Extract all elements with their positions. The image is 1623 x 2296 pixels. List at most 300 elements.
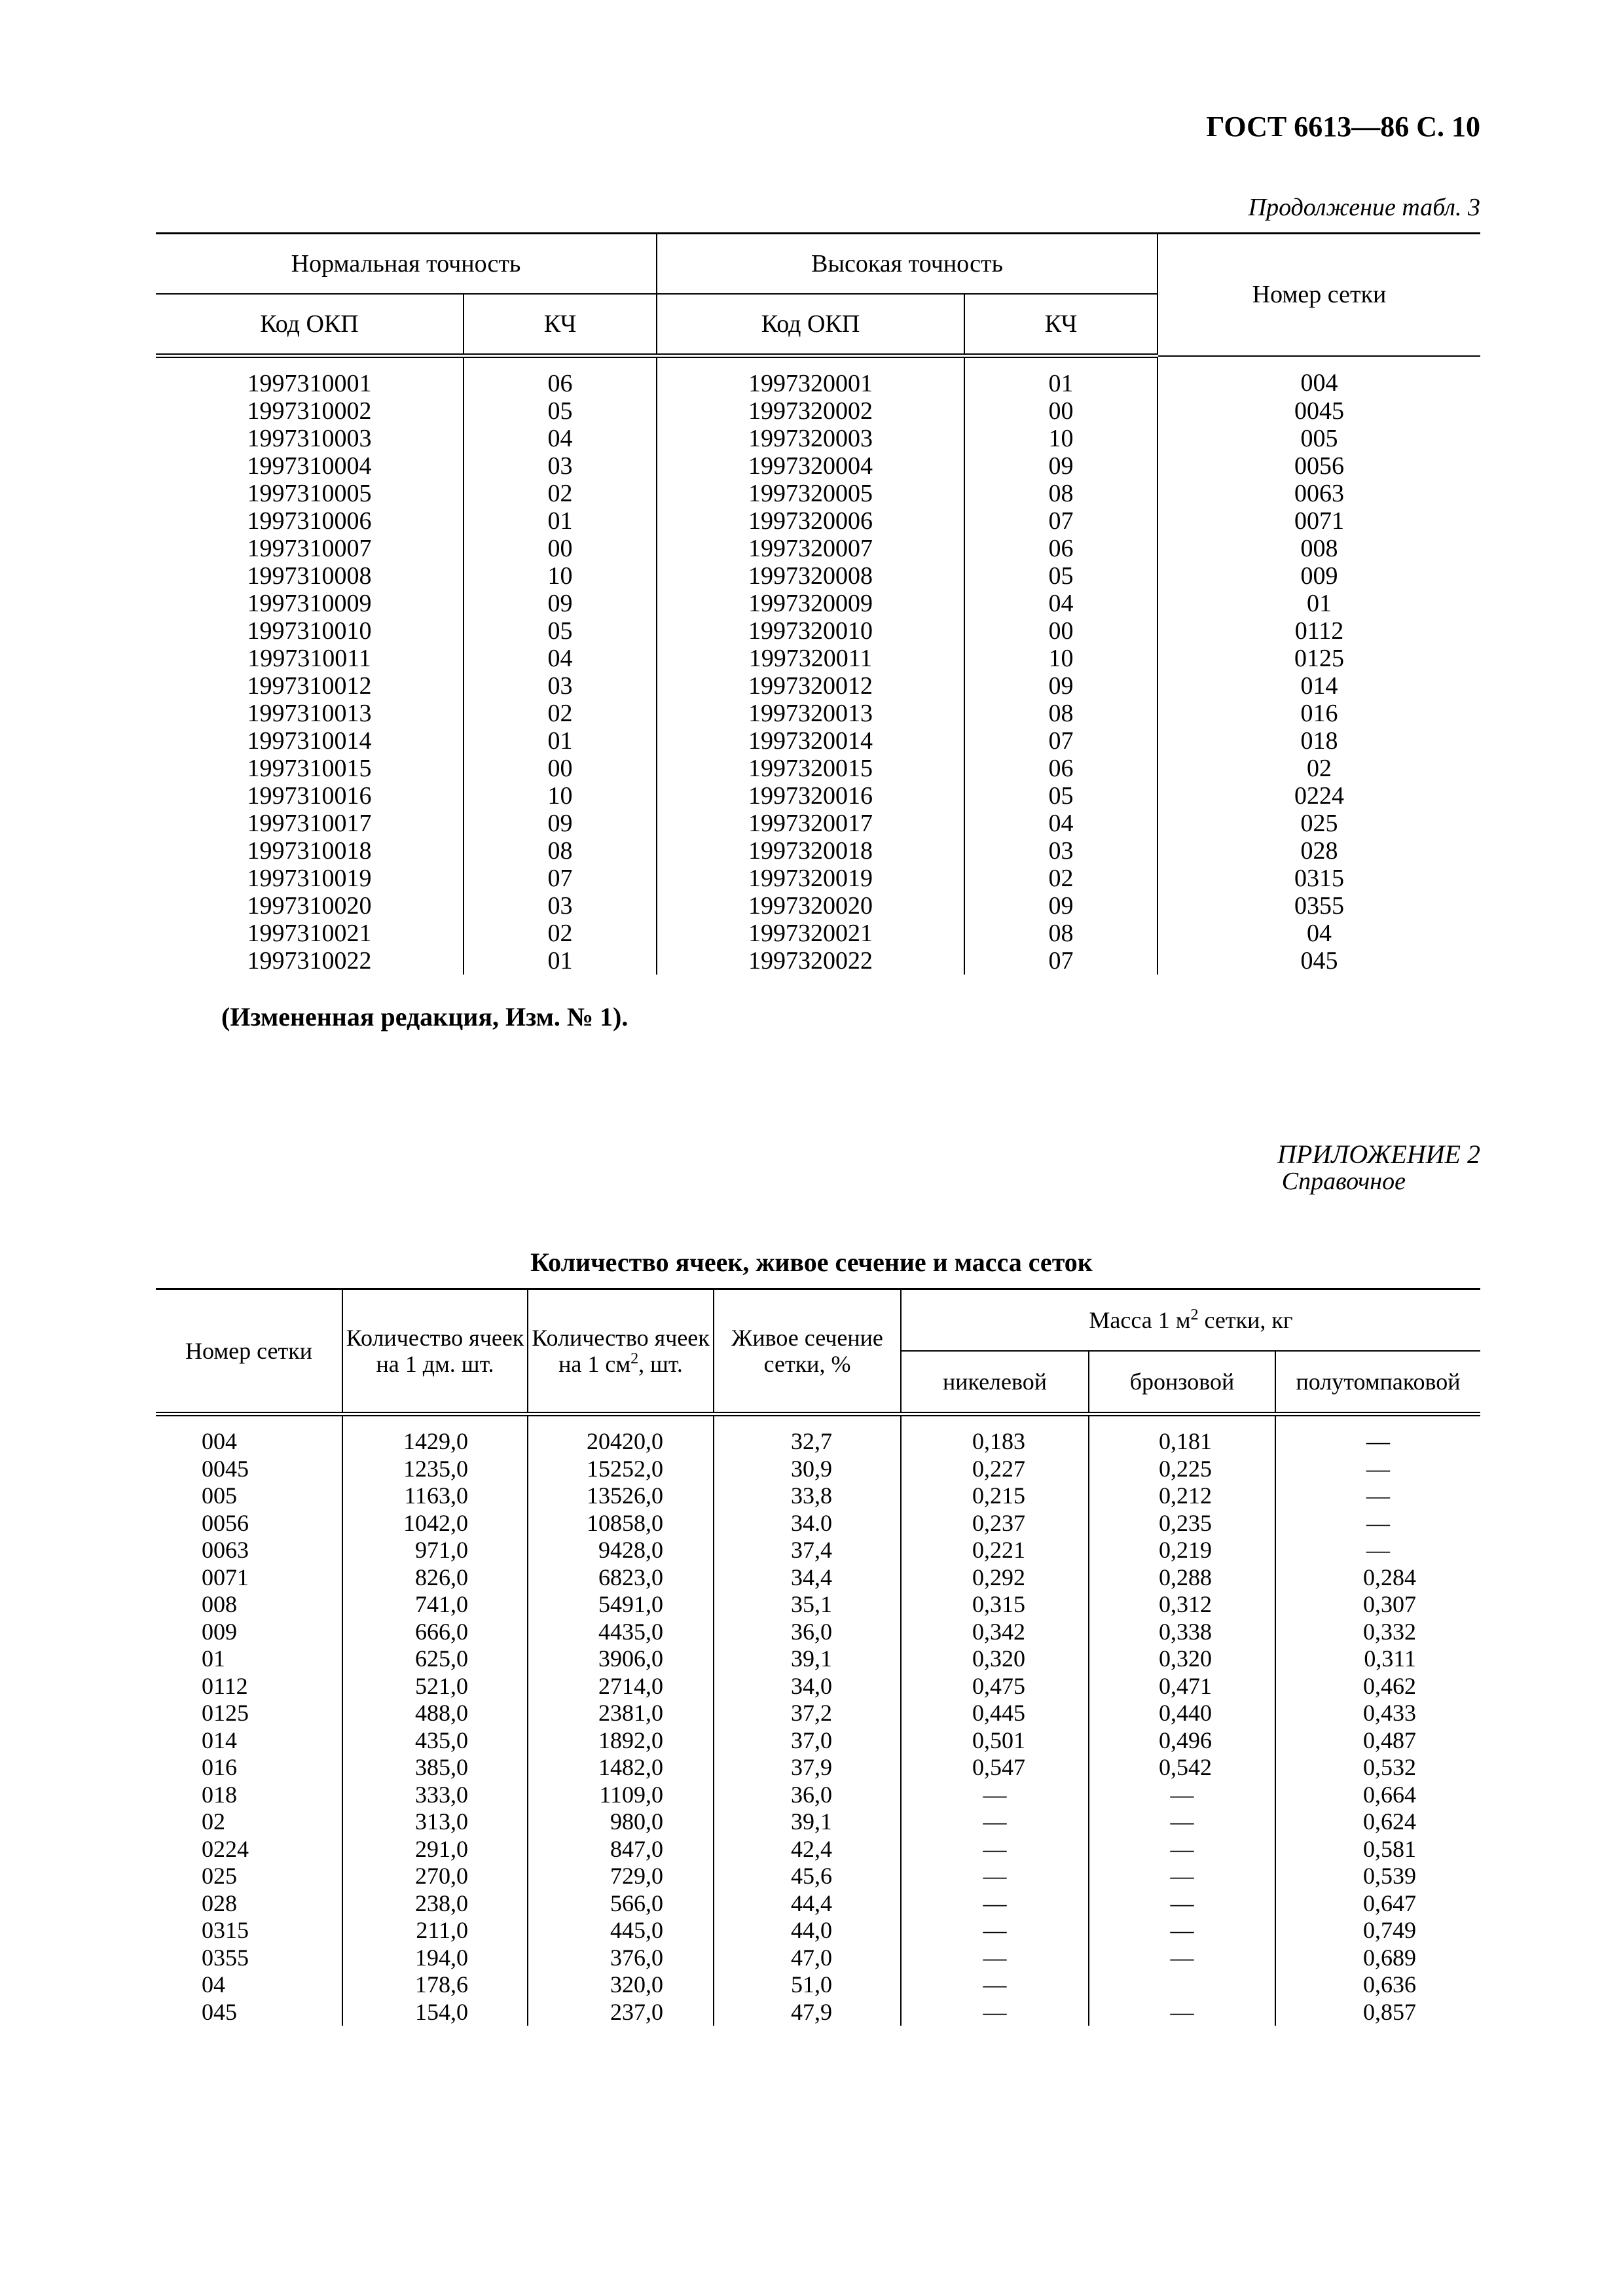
table-cell: 1997320004 bbox=[657, 452, 964, 480]
table-cell: 02 bbox=[964, 865, 1158, 892]
table-cell: 0315 bbox=[1158, 865, 1480, 892]
table-cell: 1997310019 bbox=[156, 865, 464, 892]
table-cell: 00 bbox=[964, 617, 1158, 645]
table-cell: 1997320020 bbox=[657, 892, 964, 920]
table-cell: 44,4 bbox=[714, 1890, 901, 1918]
table-cell: 666,0 bbox=[342, 1619, 528, 1646]
table-cell: 009 bbox=[1158, 562, 1480, 590]
table-cell: 980,0 bbox=[528, 1808, 714, 1836]
table-row bbox=[156, 782, 1480, 810]
table-cell: 0315 bbox=[156, 1917, 342, 1945]
table-cell: 008 bbox=[1158, 535, 1480, 562]
table-row bbox=[156, 1619, 1480, 1646]
table-cell: 0,501 bbox=[901, 1727, 1089, 1755]
table-cell: 045 bbox=[156, 1999, 342, 2026]
table-continuation-label: Продолжение табл. 3 bbox=[1248, 194, 1480, 221]
table-cell: 0,284 bbox=[1275, 1564, 1480, 1592]
table-cell: 0,237 bbox=[901, 1510, 1089, 1537]
header-okp-code-high: Код ОКП bbox=[657, 294, 964, 356]
table-cell: 0071 bbox=[1158, 507, 1480, 535]
cells-per-cm2-exponent: 2 bbox=[630, 1350, 639, 1367]
table-cell: 004 bbox=[156, 1414, 342, 1456]
table-cell: 005 bbox=[1158, 425, 1480, 452]
table-cell: 06 bbox=[964, 535, 1158, 562]
table-cell: 08 bbox=[964, 920, 1158, 947]
table-cell: 08 bbox=[464, 837, 657, 865]
table-cell: 270,0 bbox=[342, 1863, 528, 1890]
table-cell: 1997310010 bbox=[156, 617, 464, 645]
table-row bbox=[156, 755, 1480, 782]
table-row bbox=[156, 356, 1480, 398]
table-cell: 028 bbox=[156, 1890, 342, 1918]
table-cell: 028 bbox=[1158, 837, 1480, 865]
table-cell: — bbox=[901, 1863, 1089, 1890]
table-cell: 42,4 bbox=[714, 1836, 901, 1863]
table-row bbox=[156, 700, 1480, 727]
table-cell: 00 bbox=[964, 397, 1158, 425]
table-cell: 0112 bbox=[1158, 617, 1480, 645]
table-cell: 07 bbox=[964, 727, 1158, 755]
table-cell: — bbox=[1089, 1999, 1275, 2026]
table-cell: 51,0 bbox=[714, 1971, 901, 1999]
table-cell: 238,0 bbox=[342, 1890, 528, 1918]
appendix-subtitle: Справочное bbox=[1281, 1168, 1406, 1195]
table-cell: 1997310008 bbox=[156, 562, 464, 590]
table-cell: 313,0 bbox=[342, 1808, 528, 1836]
table-cell: 00 bbox=[464, 755, 657, 782]
table-cell: 45,6 bbox=[714, 1863, 901, 1890]
page-header: ГОСТ 6613—86 С. 10 bbox=[1206, 111, 1480, 143]
table-cell: 2381,0 bbox=[528, 1700, 714, 1727]
table-cell: 0056 bbox=[1158, 452, 1480, 480]
table-cell: 02 bbox=[156, 1808, 342, 1836]
header-normal-accuracy: Нормальная точность bbox=[156, 234, 657, 295]
table-cell bbox=[1089, 1971, 1275, 1999]
table-row bbox=[156, 1808, 1480, 1836]
table-cell: 37,2 bbox=[714, 1700, 901, 1727]
table-row bbox=[156, 1673, 1480, 1700]
table-cell: 741,0 bbox=[342, 1591, 528, 1619]
table-cell: 08 bbox=[964, 480, 1158, 507]
header-mass-group bbox=[901, 1289, 1480, 1352]
table-cell: 154,0 bbox=[342, 1999, 528, 2026]
table-cell: — bbox=[901, 1945, 1089, 1972]
table-cell: 39,1 bbox=[714, 1645, 901, 1673]
table-cell: 1997310006 bbox=[156, 507, 464, 535]
table-cell: 1997320007 bbox=[657, 535, 964, 562]
table-row bbox=[156, 1754, 1480, 1782]
table-cell: 01 bbox=[156, 1645, 342, 1673]
table-cell: 08 bbox=[964, 700, 1158, 727]
table-cell: 1997320012 bbox=[657, 672, 964, 700]
table-cell: 0,689 bbox=[1275, 1945, 1480, 1972]
table-row bbox=[156, 535, 1480, 562]
table-cell: 1482,0 bbox=[528, 1754, 714, 1782]
table-cell: — bbox=[901, 1890, 1089, 1918]
table-cell: 005 bbox=[156, 1482, 342, 1510]
cells-per-cm2-unit: , шт. bbox=[638, 1351, 683, 1377]
table-cell: 0,227 bbox=[901, 1456, 1089, 1483]
table-cell: 0,235 bbox=[1089, 1510, 1275, 1537]
table-cell: 02 bbox=[464, 480, 657, 507]
table-cell: 0,445 bbox=[901, 1700, 1089, 1727]
table-cell: — bbox=[901, 1999, 1089, 2026]
table-cell: 2714,0 bbox=[528, 1673, 714, 1700]
table-cell: 1892,0 bbox=[528, 1727, 714, 1755]
table-cell: 0,320 bbox=[1089, 1645, 1275, 1673]
table-cell: 0,581 bbox=[1275, 1836, 1480, 1863]
table-row bbox=[156, 617, 1480, 645]
table-cell: 0,332 bbox=[1275, 1619, 1480, 1646]
table-cell: — bbox=[1275, 1482, 1480, 1510]
table-cell: 1235,0 bbox=[342, 1456, 528, 1483]
mass-unit: сетки, кг bbox=[1198, 1307, 1293, 1333]
table-cell: 0,338 bbox=[1089, 1619, 1275, 1646]
table-row bbox=[156, 1917, 1480, 1945]
table-cell: 04 bbox=[464, 425, 657, 452]
table-cell: 445,0 bbox=[528, 1917, 714, 1945]
table-cell: 1997310012 bbox=[156, 672, 464, 700]
table-row bbox=[156, 1456, 1480, 1483]
table-cell: 0045 bbox=[1158, 397, 1480, 425]
table-cell: 1997320006 bbox=[657, 507, 964, 535]
table-cell: 0,212 bbox=[1089, 1482, 1275, 1510]
table-cell: 1997310003 bbox=[156, 425, 464, 452]
table-cell: 39,1 bbox=[714, 1808, 901, 1836]
table-cell: 1997320013 bbox=[657, 700, 964, 727]
table-cell: 05 bbox=[464, 397, 657, 425]
header-cells-per-cm2 bbox=[528, 1289, 714, 1414]
table-cell: 0,471 bbox=[1089, 1673, 1275, 1700]
table-cell: 0,307 bbox=[1275, 1591, 1480, 1619]
table-row bbox=[156, 837, 1480, 865]
table-row bbox=[156, 947, 1480, 975]
table-cell: — bbox=[1089, 1836, 1275, 1863]
table-row bbox=[156, 1971, 1480, 1999]
table-cell: 0,539 bbox=[1275, 1863, 1480, 1890]
table-cell: 0,624 bbox=[1275, 1808, 1480, 1836]
table-cell: 05 bbox=[464, 617, 657, 645]
table-cell: 0224 bbox=[1158, 782, 1480, 810]
table-row bbox=[156, 1510, 1480, 1537]
table-cell: 1997310018 bbox=[156, 837, 464, 865]
table-cell: 00 bbox=[464, 535, 657, 562]
table-row bbox=[156, 1591, 1480, 1619]
table-cell: 0,857 bbox=[1275, 1999, 1480, 2026]
table-row bbox=[156, 1890, 1480, 1918]
table-cell: — bbox=[1275, 1456, 1480, 1483]
table-cell: 10 bbox=[464, 782, 657, 810]
table-cell: 0,315 bbox=[901, 1591, 1089, 1619]
table-cell: 05 bbox=[964, 562, 1158, 590]
table-cell: 521,0 bbox=[342, 1673, 528, 1700]
table-cell: 0,181 bbox=[1089, 1414, 1275, 1456]
table-cell: 0,547 bbox=[901, 1754, 1089, 1782]
table-cell: 03 bbox=[464, 672, 657, 700]
table-cell: — bbox=[901, 1836, 1089, 1863]
table-row bbox=[156, 727, 1480, 755]
table-cell: 376,0 bbox=[528, 1945, 714, 1972]
table-cell: — bbox=[1089, 1890, 1275, 1918]
table-cell: 10858,0 bbox=[528, 1510, 714, 1537]
table-row bbox=[156, 672, 1480, 700]
table-cell: — bbox=[1089, 1782, 1275, 1809]
table-cell: 566,0 bbox=[528, 1890, 714, 1918]
table-row bbox=[156, 1482, 1480, 1510]
table-cell: 320,0 bbox=[528, 1971, 714, 1999]
table-cell: 016 bbox=[1158, 700, 1480, 727]
table-cell: 0063 bbox=[156, 1537, 342, 1564]
header-kch-normal: КЧ bbox=[464, 294, 657, 356]
table-cell: 488,0 bbox=[342, 1700, 528, 1727]
table-cell: 1997310015 bbox=[156, 755, 464, 782]
table-row bbox=[156, 1700, 1480, 1727]
table-cell: 1997320008 bbox=[657, 562, 964, 590]
table-cell: 1997320016 bbox=[657, 782, 964, 810]
table-cell: 0,312 bbox=[1089, 1591, 1275, 1619]
table-cell: 04 bbox=[964, 810, 1158, 837]
table-cell: 018 bbox=[156, 1782, 342, 1809]
table-cell: 1997320005 bbox=[657, 480, 964, 507]
table-cell: 385,0 bbox=[342, 1754, 528, 1782]
table-cell: 211,0 bbox=[342, 1917, 528, 1945]
table-cell: 36,0 bbox=[714, 1619, 901, 1646]
table-cell: 025 bbox=[156, 1863, 342, 1890]
table-cell: 06 bbox=[964, 755, 1158, 782]
table-cell: 178,6 bbox=[342, 1971, 528, 1999]
table-cell: 1997320011 bbox=[657, 645, 964, 672]
table-cell: 0056 bbox=[156, 1510, 342, 1537]
table-cell: 03 bbox=[464, 452, 657, 480]
table-cell: — bbox=[1089, 1917, 1275, 1945]
table-cell: 1429,0 bbox=[342, 1414, 528, 1456]
table-cell: — bbox=[1089, 1863, 1275, 1890]
table-cell: 9428,0 bbox=[528, 1537, 714, 1564]
table-cell: 0,183 bbox=[901, 1414, 1089, 1456]
table-cell: 1997310020 bbox=[156, 892, 464, 920]
table-cell: 4435,0 bbox=[528, 1619, 714, 1646]
table-cell: 0,487 bbox=[1275, 1727, 1480, 1755]
table-cell: 1997310013 bbox=[156, 700, 464, 727]
header-nickel: никелевой bbox=[901, 1351, 1089, 1414]
table-cell: 04 bbox=[964, 590, 1158, 617]
okp-codes-table bbox=[156, 232, 1480, 975]
table-cell: 15252,0 bbox=[528, 1456, 714, 1483]
table-cell: 09 bbox=[964, 672, 1158, 700]
table-cell: 0063 bbox=[1158, 480, 1480, 507]
table-cell: 36,0 bbox=[714, 1782, 901, 1809]
header-mesh-number: Номер сетки bbox=[1158, 234, 1480, 356]
cells-per-cm2-text: Количество ячеек на 1 см bbox=[532, 1325, 710, 1377]
table-cell: 02 bbox=[464, 920, 657, 947]
table-cell: 05 bbox=[964, 782, 1158, 810]
table-cell: — bbox=[1089, 1945, 1275, 1972]
table-cell: 01 bbox=[464, 727, 657, 755]
header-mesh-number: Номер сетки bbox=[156, 1289, 342, 1414]
table-cell: 014 bbox=[1158, 672, 1480, 700]
table-cell: 0125 bbox=[1158, 645, 1480, 672]
table-cell: — bbox=[901, 1917, 1089, 1945]
header-kch-high: КЧ bbox=[964, 294, 1158, 356]
table-cell: 0,288 bbox=[1089, 1564, 1275, 1592]
table-cell: 018 bbox=[1158, 727, 1480, 755]
header-okp-code-normal: Код ОКП bbox=[156, 294, 464, 356]
table-cell: 0125 bbox=[156, 1700, 342, 1727]
table-cell: 1997310014 bbox=[156, 727, 464, 755]
table-cell: 01 bbox=[964, 356, 1158, 398]
table-cell: 291,0 bbox=[342, 1836, 528, 1863]
table-cell: 0,342 bbox=[901, 1619, 1089, 1646]
table-cell: — bbox=[1275, 1414, 1480, 1456]
table-cell: 0,225 bbox=[1089, 1456, 1275, 1483]
table-cell: 1997310009 bbox=[156, 590, 464, 617]
table-cell: 0,440 bbox=[1089, 1700, 1275, 1727]
table-cell: — bbox=[1275, 1510, 1480, 1537]
table-cell: 1042,0 bbox=[342, 1510, 528, 1537]
table-cell: 1997320015 bbox=[657, 755, 964, 782]
table-cell: 02 bbox=[464, 700, 657, 727]
table-cell: 1997320018 bbox=[657, 837, 964, 865]
header-bronze: бронзовой bbox=[1089, 1351, 1275, 1414]
table-cell: 1997320001 bbox=[657, 356, 964, 398]
table-cell: 0355 bbox=[1158, 892, 1480, 920]
table-cell: 1997320019 bbox=[657, 865, 964, 892]
table-cell: 07 bbox=[964, 507, 1158, 535]
table-row bbox=[156, 1836, 1480, 1863]
header-high-accuracy: Высокая точность bbox=[657, 234, 1158, 295]
table-cell: — bbox=[901, 1971, 1089, 1999]
table-cell: 826,0 bbox=[342, 1564, 528, 1592]
table-cell: 03 bbox=[964, 837, 1158, 865]
table-cell: 1997310022 bbox=[156, 947, 464, 975]
table-cell: 30,9 bbox=[714, 1456, 901, 1483]
table-cell: 0,636 bbox=[1275, 1971, 1480, 1999]
table-cell: — bbox=[1089, 1808, 1275, 1836]
table-cell: 1997320003 bbox=[657, 425, 964, 452]
table-cell: 06 bbox=[464, 356, 657, 398]
table-cell: 0071 bbox=[156, 1564, 342, 1592]
table-cell: 1997320014 bbox=[657, 727, 964, 755]
table-row bbox=[156, 1564, 1480, 1592]
table-row bbox=[156, 1863, 1480, 1890]
table-cell: 0355 bbox=[156, 1945, 342, 1972]
table-cell: 1163,0 bbox=[342, 1482, 528, 1510]
table-row bbox=[156, 1727, 1480, 1755]
header-semi-tombac: полутомпаковой bbox=[1275, 1351, 1480, 1414]
table-cell: 04 bbox=[156, 1971, 342, 1999]
table-cell: 37,4 bbox=[714, 1537, 901, 1564]
table-row bbox=[156, 865, 1480, 892]
table-cell: 971,0 bbox=[342, 1537, 528, 1564]
mass-exponent: 2 bbox=[1190, 1306, 1199, 1323]
table-cell: 0,542 bbox=[1089, 1754, 1275, 1782]
table-cell: 0,664 bbox=[1275, 1782, 1480, 1809]
table-cell: 02 bbox=[1158, 755, 1480, 782]
table-cell: 44,0 bbox=[714, 1917, 901, 1945]
table-cell: 1997320009 bbox=[657, 590, 964, 617]
table-cell: 1997320002 bbox=[657, 397, 964, 425]
table-cell: — bbox=[901, 1782, 1089, 1809]
table-cell: 01 bbox=[464, 947, 657, 975]
table-row bbox=[156, 452, 1480, 480]
table-cell: 435,0 bbox=[342, 1727, 528, 1755]
table-cell: 33,8 bbox=[714, 1482, 901, 1510]
table-cell: 0045 bbox=[156, 1456, 342, 1483]
table-cell: 1997310004 bbox=[156, 452, 464, 480]
table-cell: 01 bbox=[464, 507, 657, 535]
table-cell: 333,0 bbox=[342, 1782, 528, 1809]
table-cell: 34,4 bbox=[714, 1564, 901, 1592]
table-row bbox=[156, 810, 1480, 837]
table-cell: 0,219 bbox=[1089, 1537, 1275, 1564]
table-cell: 1997310016 bbox=[156, 782, 464, 810]
table-cell: 09 bbox=[964, 892, 1158, 920]
header-cells-per-dm: Количество ячеек на 1 дм. шт. bbox=[342, 1289, 528, 1414]
table-row bbox=[156, 425, 1480, 452]
table-cell: 07 bbox=[464, 865, 657, 892]
table-cell: 1109,0 bbox=[528, 1782, 714, 1809]
table-cell: 34,0 bbox=[714, 1673, 901, 1700]
table-row bbox=[156, 397, 1480, 425]
table-cell: 47,0 bbox=[714, 1945, 901, 1972]
table-cell: 1997310021 bbox=[156, 920, 464, 947]
table-cell: 32,7 bbox=[714, 1414, 901, 1456]
table-cell: 016 bbox=[156, 1754, 342, 1782]
table-row bbox=[156, 892, 1480, 920]
table-cell: 0,320 bbox=[901, 1645, 1089, 1673]
mesh-properties-table-body bbox=[156, 1414, 1480, 2026]
table-cell: 0,475 bbox=[901, 1673, 1089, 1700]
table-cell: 13526,0 bbox=[528, 1482, 714, 1510]
table-cell: 194,0 bbox=[342, 1945, 528, 1972]
table-cell: 03 bbox=[464, 892, 657, 920]
table-row bbox=[156, 1645, 1480, 1673]
table-cell: 1997310007 bbox=[156, 535, 464, 562]
table-row bbox=[156, 920, 1480, 947]
table-row bbox=[156, 590, 1480, 617]
table-cell: 47,9 bbox=[714, 1999, 901, 2026]
table-cell: 10 bbox=[464, 562, 657, 590]
table-cell: 045 bbox=[1158, 947, 1480, 975]
table-cell: 008 bbox=[156, 1591, 342, 1619]
table-cell: 1997320021 bbox=[657, 920, 964, 947]
table-cell: 237,0 bbox=[528, 1999, 714, 2026]
table-cell: 6823,0 bbox=[528, 1564, 714, 1592]
table-row bbox=[156, 480, 1480, 507]
table-cell: 3906,0 bbox=[528, 1645, 714, 1673]
table-row bbox=[156, 1999, 1480, 2026]
table-cell: 0,496 bbox=[1089, 1727, 1275, 1755]
mesh-table-title: Количество ячеек, живое сечение и масса сеток bbox=[530, 1247, 1093, 1277]
table-cell: 1997320010 bbox=[657, 617, 964, 645]
table-cell: 1997310011 bbox=[156, 645, 464, 672]
table-cell: 0112 bbox=[156, 1673, 342, 1700]
table-cell: 1997320022 bbox=[657, 947, 964, 975]
header-open-area: Живое сечение сетки, % bbox=[714, 1289, 901, 1414]
mesh-properties-table bbox=[156, 1288, 1480, 2026]
table-cell: 025 bbox=[1158, 810, 1480, 837]
table-cell: 625,0 bbox=[342, 1645, 528, 1673]
table-cell: — bbox=[1275, 1537, 1480, 1564]
table-cell: 09 bbox=[464, 810, 657, 837]
table-cell: 10 bbox=[964, 645, 1158, 672]
table-cell: 37,0 bbox=[714, 1727, 901, 1755]
table-cell: 09 bbox=[464, 590, 657, 617]
table-row bbox=[156, 1414, 1480, 1456]
table-cell: 0,647 bbox=[1275, 1890, 1480, 1918]
table-cell: 0,215 bbox=[901, 1482, 1089, 1510]
table-cell: 1997310005 bbox=[156, 480, 464, 507]
